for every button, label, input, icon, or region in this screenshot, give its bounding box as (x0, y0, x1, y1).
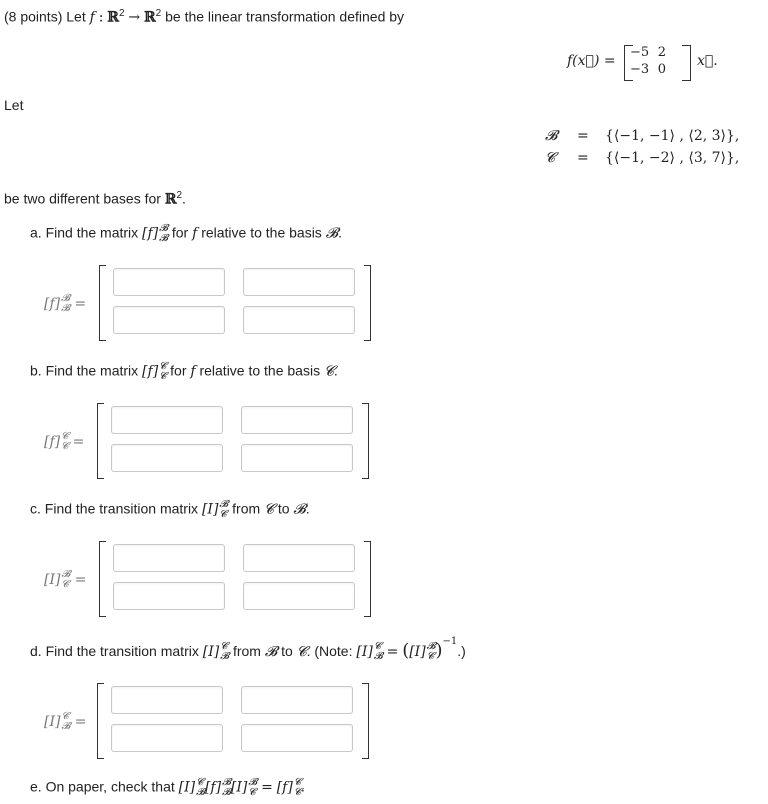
exponent: 2 (155, 8, 162, 19)
matrix-bracket-left (97, 683, 104, 759)
def-bracket-right (682, 45, 691, 81)
part-b-question (30, 362, 338, 382)
basis-c-symbol: 𝓒 (545, 150, 555, 166)
period: . (300, 778, 305, 795)
matrix-bracket-right (364, 541, 371, 617)
answer-c-r1c1[interactable] (113, 544, 225, 572)
matrix-symbol: [f] (276, 779, 293, 796)
matrix-bracket-left (99, 541, 106, 617)
subscript: 𝓒 (61, 579, 69, 590)
text: relative to the basis (199, 362, 321, 379)
subscript: 𝓑 (222, 787, 231, 798)
text: from (232, 643, 261, 659)
matrix-symbol: [I] (356, 644, 373, 660)
subscript: 𝓒 (426, 651, 434, 663)
basis-symbol: 𝓒 (323, 363, 334, 380)
basis-c-value: {⟨−1, −2⟩ , ⟨3, 7⟩}, (605, 150, 740, 166)
answer-d-r1c2[interactable] (241, 686, 353, 714)
subscript: 𝓑 (61, 303, 70, 314)
basis-symbol: 𝓑 (325, 225, 339, 242)
text: for (170, 362, 187, 379)
reals-symbol: ℝ (164, 191, 177, 208)
answer-a-r2c2[interactable] (243, 306, 355, 334)
answer-b-r1c2[interactable] (241, 406, 353, 434)
superscript: 𝓑 (248, 777, 258, 788)
superscript: 𝓒 (196, 777, 204, 788)
part-d-lhs (44, 712, 86, 732)
reals-symbol: ℝ (144, 9, 156, 26)
matrix-bracket-right (362, 683, 369, 759)
superscript: 𝓒 (293, 777, 301, 788)
matrix-symbol: [I] (178, 779, 196, 796)
subscript: 𝓑 (196, 787, 205, 798)
paren-open: ( (402, 640, 410, 661)
equals: = (577, 150, 589, 166)
part-a-question (30, 224, 342, 244)
exponent: 2 (118, 8, 125, 19)
matrix-symbol: [f] (142, 225, 159, 242)
part-b-prefix: b. Find the matrix (30, 362, 139, 379)
answer-a-r1c2[interactable] (243, 268, 355, 296)
basis-b-symbol: 𝓑 (545, 128, 558, 144)
equals: = (577, 128, 589, 144)
text: for (171, 224, 189, 241)
subscript: 𝓑 (61, 721, 71, 732)
answer-d-r2c1[interactable] (111, 724, 223, 752)
answer-b-r2c2[interactable] (241, 444, 353, 472)
text: from (232, 500, 261, 517)
subscript: 𝓒 (248, 787, 256, 798)
bases-note (4, 190, 186, 208)
answer-d-r2c2[interactable] (241, 724, 353, 752)
period: . (182, 190, 186, 207)
colon: : (98, 9, 104, 26)
part-c-question (30, 500, 310, 520)
superscript: 𝓑 (426, 641, 436, 653)
basis-symbol: 𝓑 (293, 501, 306, 518)
superscript: 𝓒 (220, 641, 228, 653)
lhs-symbol: [f] (44, 296, 61, 312)
equals: = (386, 644, 399, 660)
let-label: Let (4, 97, 24, 113)
subscript: 𝓑 (220, 651, 230, 663)
lhs-symbol: [I] (44, 714, 61, 730)
part-e-statement (30, 778, 305, 798)
matrix-symbol: [f] (142, 363, 159, 380)
bases-note-text: be two different bases for (4, 190, 161, 207)
part-d-prefix: d. Find the transition matrix (30, 643, 199, 659)
equals: = (74, 714, 87, 730)
f-symbol: f (89, 9, 95, 26)
equals: = (74, 572, 87, 588)
matrix-symbol: [f] (204, 779, 222, 796)
superscript: 𝓑 (61, 293, 70, 304)
matrix-symbol: [I] (409, 644, 426, 660)
period: . (333, 362, 338, 379)
intro-tail: be the linear transformation defined by (165, 8, 405, 25)
equals: = (72, 434, 85, 450)
text: to (281, 643, 293, 659)
answer-b-r2c1[interactable] (111, 444, 223, 472)
basis-b-value: {⟨−1, −1⟩ , ⟨2, 3⟩}, (605, 128, 740, 144)
subscript: 𝓒 (159, 371, 167, 382)
superscript: 𝓑 (61, 569, 71, 580)
subscript: 𝓑 (373, 651, 383, 663)
superscript: 𝓒 (61, 711, 69, 722)
part-d-question (30, 636, 466, 663)
period: . (305, 500, 310, 517)
basis-symbol: 𝓒 (264, 501, 274, 518)
superscript: 𝓑 (222, 777, 231, 788)
superscript: 𝓒 (61, 431, 69, 442)
part-a-prefix: a. Find the matrix (30, 224, 139, 241)
subscript: 𝓒 (219, 509, 227, 520)
matrix-entry: −3 (630, 62, 650, 77)
answer-a-r1c1[interactable] (113, 268, 225, 296)
f-symbol: f (190, 363, 196, 380)
subscript: 𝓑 (159, 233, 168, 244)
exponent: 2 (176, 190, 183, 201)
matrix-bracket-left (99, 265, 106, 341)
part-c-lhs (44, 570, 86, 590)
matrix-symbol: [I] (230, 779, 248, 796)
exponent: −1 (442, 636, 458, 648)
basis-symbol: 𝓑 (264, 644, 278, 660)
lhs-symbol: [f] (44, 434, 61, 450)
superscript: 𝓒 (159, 361, 167, 372)
subscript: 𝓒 (61, 441, 69, 452)
matrix-bracket-left (97, 403, 104, 479)
equals: = (74, 296, 87, 312)
matrix-bracket-right (362, 403, 369, 479)
f-symbol: f (192, 225, 198, 242)
matrix-entry: 0 (657, 62, 666, 77)
definition-matrix (630, 45, 666, 77)
matrix-entry: 2 (657, 45, 666, 60)
answer-c-r1c2[interactable] (243, 544, 355, 572)
bases-definition (545, 128, 740, 172)
equals: = (261, 779, 273, 796)
matrix-bracket-right (364, 265, 371, 341)
text: to (277, 500, 290, 517)
arrow: → (128, 9, 141, 26)
problem-intro (4, 8, 404, 26)
part-e-prefix: e. On paper, check that (30, 778, 175, 795)
part-c-prefix: c. Find the transition matrix (30, 500, 199, 517)
note-open: . (Note: (306, 643, 353, 659)
definition-rhs: x⃗. (697, 53, 718, 69)
paren-close: ) (435, 640, 443, 661)
answer-d-r1c1[interactable] (111, 686, 223, 714)
answer-c-r2c1[interactable] (113, 582, 225, 610)
matrix-symbol: [I] (202, 644, 220, 660)
superscript: 𝓑 (219, 499, 229, 510)
matrix-entry: −5 (630, 45, 650, 60)
points-label: (8 points) Let (4, 8, 86, 25)
text: relative to the basis (201, 224, 322, 241)
part-b-lhs (44, 432, 84, 452)
superscript: 𝓒 (373, 641, 381, 653)
lhs-symbol: [I] (44, 572, 61, 588)
subscript: 𝓒 (293, 787, 301, 798)
period: . (338, 224, 342, 241)
note-close: .) (457, 643, 466, 659)
superscript: 𝓑 (159, 223, 168, 234)
definition-lhs: f(x⃗) = (567, 53, 616, 69)
answer-c-r2c2[interactable] (243, 582, 355, 610)
part-a-lhs (44, 294, 86, 314)
answer-a-r2c1[interactable] (113, 306, 225, 334)
reals-symbol: ℝ (107, 9, 119, 26)
matrix-symbol: [I] (201, 501, 219, 518)
basis-symbol: 𝓒 (296, 644, 307, 660)
answer-b-r1c1[interactable] (111, 406, 223, 434)
